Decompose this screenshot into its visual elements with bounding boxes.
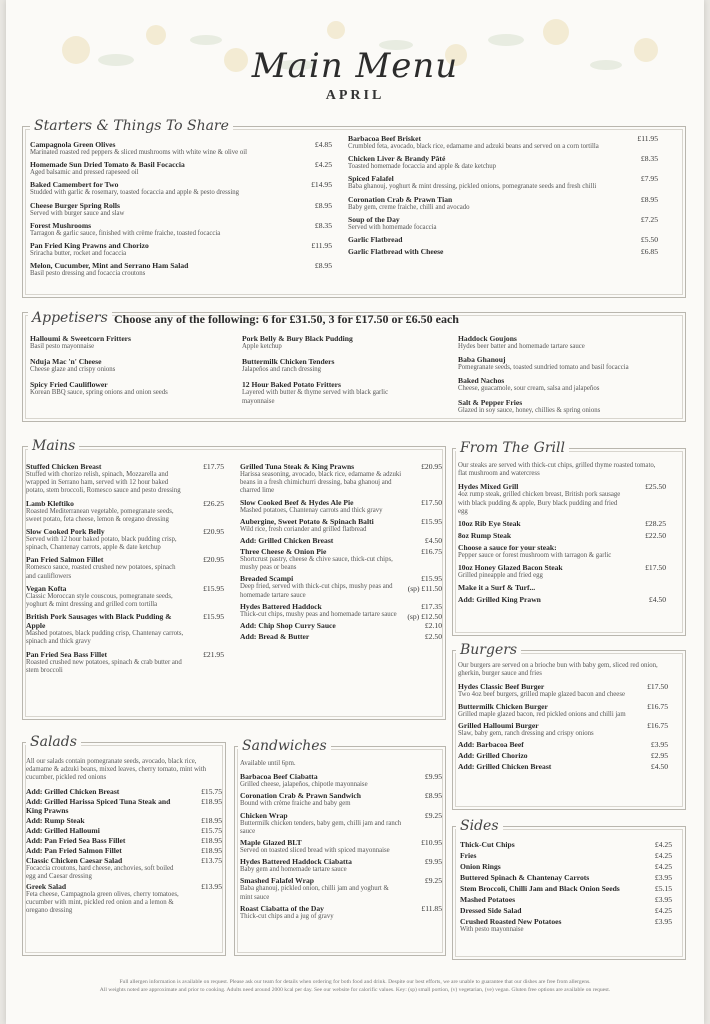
menu-item [240,547,442,572]
item-description: Served with burger sauce and slaw [30,209,125,217]
sides-title: Sides [456,818,503,834]
item-name: Salt & Pepper Fries [458,397,523,407]
item-name: 10oz Honey Glazed Bacon Steak [458,563,563,573]
item-description: Grilled maple glazed bacon, red pickled onions and chilli jam [458,710,626,718]
menu-item [348,154,658,171]
item-name: Add: Barbacoa Beef [458,740,524,750]
item-price: £3.95 [654,873,672,882]
item-price: £14.95 [311,180,332,190]
item-price: £4.50 [650,762,668,772]
item-name: Buttered Spinach & Chantenay Carrots [460,873,590,882]
item-description: Hydes beer batter and homemade tartare sauce [458,343,585,350]
item-price: £9.95 [424,857,442,867]
item-description: Stuffed with chorizo relish, spinach, Mozzarella and wrapped in Serrano ham, served with 12 hour baked potato, stem broccoli, Romesco sauce and pesto dressing [26,471,181,495]
item-description: Deep fried, served with thick-cut chips, mushy peas and homemade tartare sauce [240,583,393,599]
item-price: £20.95 [421,462,442,471]
item-price: £8.35 [314,220,332,230]
menu-item [458,355,680,372]
item-description: Romesco sauce, roasted crushed new potatoes, spinach and cauliflowers [26,564,176,580]
item-name: Add: Grilled Halloumi [26,825,100,835]
item-name: Baba Ghanouj [458,355,506,365]
menu-item [30,334,240,351]
menu-item [348,215,658,232]
item-price: £18.95 [201,845,222,855]
item-name: Slow Cooked Pork Belly [26,527,105,537]
item-name: Forest Mushrooms [30,220,92,230]
item-price: £2.95 [650,751,668,761]
item-name: Barbacoa Beef Brisket [348,134,421,143]
menu-item [242,380,452,405]
item-description: With pesto mayonnaise [460,926,524,933]
menu-item [348,134,658,151]
item-description: Apple ketchup [242,343,282,350]
item-name: Add: Bread & Butter [240,632,310,642]
page-title: Main Menu [251,46,459,86]
menu-item [458,751,668,760]
starters-left-column [30,140,332,281]
item-price: £5.15 [654,884,672,893]
item-name: Grilled Halloumi Burger [458,720,539,730]
item-name: Pan Fried Salmon Fillet [26,555,104,565]
section-intro: Our steaks are served with thick-cut chips, grilled thyme roasted tomato, flat mushroom and watercress [458,462,656,478]
sandwiches-column [240,760,442,923]
item-description: Classic Moroccan style couscous, pomegranate seeds, yoghurt & mint dressing and grilled corn tortilla [26,592,173,609]
menu-item [26,555,224,580]
item-description: Served on toasted sliced bread with spiced mayonnaise [240,847,390,855]
item-name: Onion Rings [460,862,501,871]
item-price: £13.75 [201,855,222,865]
item-name: Grilled Tuna Steak & King Prawns [240,462,355,471]
menu-item [240,621,442,630]
menu-item [458,702,668,719]
item-price: £13.95 [201,882,222,892]
item-price: £3.95 [654,895,672,904]
item-name: Campagnola Green Olives [30,140,116,149]
menu-item [26,584,224,609]
item-price: £9.25 [424,876,442,886]
item-description: Baba ghanouj, pickled onion, chilli jam and yoghurt & mint sauce [240,885,389,901]
item-name: Mashed Potatoes [460,895,516,904]
item-name: Coronation Crab & Prawn Sandwich [240,791,361,801]
item-name: Hydes Battered Haddock [240,601,322,611]
item-price: £20.95 [203,555,224,565]
item-description: Tarragon & garlic sauce, finished with crème fraiche, toasted focaccia [30,229,221,237]
menu-item [26,787,222,796]
item-price: £4.85 [314,140,332,149]
item-price: £15.95 [421,516,442,526]
item-price: £2.10 [424,621,442,631]
sandwiches-title: Sandwiches [238,738,331,754]
menu-item [30,180,332,197]
item-description: Harissa seasoning, avocado, black rice, edamame & adzuki beans in a fresh chimichurri dressing, baba ghanouj and charred lime [240,471,402,495]
item-price: £3.95 [654,917,672,926]
item-description: Aged balsamic and pressed rapeseed oil [30,169,139,177]
menu-item [240,857,442,874]
item-name: Soup of the Day [348,214,400,224]
item-price: £21.95 [203,649,224,659]
menu-item [348,247,658,256]
item-description: Served with homemade focaccia [348,223,437,231]
item-name: Add: Grilled Chorizo [458,751,528,761]
menu-item [458,334,680,351]
item-price: £17.50 [647,682,668,692]
item-price: £18.95 [201,835,222,845]
item-price: £17.75 [203,462,224,471]
item-price: £8.95 [640,194,658,204]
item-description: Glazed in soy sauce, honey, chillies & spring onions [458,406,601,414]
menu-item [460,851,672,860]
item-name: Pan Fried Sea Bass Fillet [26,649,107,659]
item-description: Marinated roasted red peppers & sliced mushrooms with white wine & olive oil [30,149,248,156]
item-price: £4.25 [654,840,672,849]
appetisers-offer: Choose any of the following: 6 for £31.50, 3 for £17.50 or £6.50 each [114,312,459,326]
item-name: Cheese Burger Spring Rolls [30,200,120,210]
menu-item [240,811,442,836]
item-name: Barbacoa Beef Ciabatta [240,772,318,782]
item-description: Slaw, baby gem, ranch dressing and crispy onions [458,729,594,737]
item-name: Make it a Surf & Turf... [458,583,536,593]
burgers-title: Burgers [456,642,521,658]
menu-item [458,740,668,749]
item-price: £15.95 [421,574,442,584]
item-name: Thick-Cut Chips [460,840,515,849]
mains-title: Mains [28,438,79,454]
item-name: Fries [460,851,477,860]
item-name: Baked Nachos [458,376,505,386]
section-intro: Available until 6pm. [240,760,296,767]
menu-item [30,221,332,238]
section-intro: All our salads contain pomegranate seeds, avocado, black rice, edamame & adzuki beans, mixed leaves, cherry tomato, mint with cucumber, pickled red onions [26,758,207,782]
menu-item [458,682,668,699]
item-name: Smashed Falafel Wrap [240,876,314,886]
menu-item [240,772,442,789]
menu-item [460,917,672,934]
item-name: Add: Grilled King Prawn [458,595,541,605]
item-price: £16.75 [421,547,442,557]
grill-title: From The Grill [456,440,569,456]
item-price: £16.75 [647,720,668,730]
menu-item [458,563,666,580]
item-description: Feta cheese, Campagnola green olives, cherry tomatoes, cucumber with mint, pickled red onion and a lemon & oregano dressing [26,891,179,915]
salads-title: Salads [26,734,81,750]
item-price: £10.95 [421,838,442,848]
appetisers-column-1 [30,334,240,404]
starters-right-column [348,134,658,259]
mains-left-column [26,462,224,678]
item-name: Coronation Crab & Prawn Tian [348,194,453,204]
item-name: 8oz Rump Steak [458,531,512,541]
menu-item [458,583,666,592]
item-price: £15.95 [203,583,224,593]
item-price: £8.35 [640,154,658,164]
menu-item [240,791,442,808]
menu-item [30,357,240,374]
menu-item [26,882,222,916]
item-description: Two 4oz beef burgers, grilled maple glazed bacon and cheese [458,691,625,699]
item-price: £15.95 [203,612,224,622]
mains-right-column [240,462,442,643]
item-name: Spiced Falafel [348,174,394,184]
menu-item [240,602,442,619]
item-name: Choose a sauce for your steak: [458,543,557,553]
item-price: £17.50 [421,497,442,507]
item-description: Pomegranate seeds, toasted sundried tomato and basil focaccia [458,364,629,372]
item-name: Garlic Flatbread with Cheese [348,247,444,257]
item-price: £8.95 [314,261,332,271]
menu-item [240,517,442,534]
menu-item [26,612,224,646]
menu-item [26,527,224,552]
grill-column [458,462,666,607]
menu-item [240,632,442,641]
menu-item [460,840,672,849]
item-description: Crumbled feta, avocado, black rice, edamame and adzuki beans and served on a corn tortilla [348,143,599,150]
item-description: Sriracha butter, rocket and focaccia [30,250,127,258]
item-price: £15.75 [201,786,222,796]
appetisers-column-2 [242,334,452,412]
item-description: Thick-cut chips and a jug of gravy [240,912,334,920]
item-small-portion-price: (sp) £11.50 [407,584,442,594]
section-intro: Our burgers are served on a brioche bun with baby gem, sliced red onion, gherkin, burger sauce and fries [458,662,658,678]
sides-column [460,840,672,936]
item-name: Halloumi & Sweetcorn Fritters [30,334,132,343]
item-name: Add: Grilled Harissa Spiced Tuna Steak and King Prawns [26,796,171,815]
item-name: Garlic Flatbread [348,235,403,245]
menu-item [26,797,222,815]
item-price: £15.75 [201,825,222,835]
item-name: Pork Belly & Bury Black Pudding [242,334,353,343]
item-name: Haddock Goujons [458,334,517,343]
item-price: £18.95 [201,796,222,806]
item-description: Pepper sauce or forest mushroom with tarragon & garlic [458,552,612,560]
item-description: Basil pesto mayonnaise [30,343,95,350]
menu-item [458,721,668,738]
menu-item [26,650,224,675]
item-price: £28.25 [645,519,666,529]
menu-item [460,862,672,871]
item-name: Chicken Liver & Brandy Pâté [348,154,446,164]
item-name: Add: Chip Shop Curry Sauce [240,621,336,631]
footer-line-2: All weights noted are approximate and prior to cooking. Adults need around 2000 kcal per day. See our website for calorific values. Key: (sp) small portion, (v) vegetarian, (ve) vegan. Gluten free options are available on request. [99,987,611,993]
starters-title: Starters & Things To Share [30,118,233,134]
item-price: £20.95 [203,527,224,537]
item-price: £7.25 [640,214,658,224]
item-price: £22.50 [645,531,666,541]
salads-column [26,758,222,917]
item-price: £18.95 [201,815,222,825]
menu-item [30,201,332,218]
menu-item [26,836,222,845]
menu-item [26,816,222,825]
item-price: £3.95 [650,740,668,750]
item-name: Add: Grilled Chicken Breast [240,536,334,546]
item-price: £11.95 [311,241,332,251]
item-price: £4.50 [648,595,666,605]
item-name: Stuffed Chicken Breast [26,462,102,471]
item-price: £4.25 [314,160,332,170]
menu-item [458,519,666,528]
item-description: Baby gem and homemade tartare sauce [240,866,347,874]
menu-item [460,895,672,904]
menu-item [240,876,442,901]
item-name: Add: Rump Steak [26,815,85,825]
item-price: £8.95 [424,791,442,801]
item-description: Roasted crushed new potatoes, spinach & crab butter and stem broccoli [26,658,182,674]
item-description: Cheese glaze and crispy onions [30,366,116,374]
item-name: Vegan Kofta [26,583,67,593]
item-name: Stem Broccoli, Chilli Jam and Black Onion Seeds [460,884,620,893]
item-price: £9.95 [424,772,442,782]
item-price: £17.50 [645,563,666,573]
appetisers-title: Appetisers [28,310,112,326]
item-description: Focaccia croutons, hard cheese, anchovies, soft boiled egg and Caesar dressing [26,864,174,880]
item-description: Mashed potatoes, black pudding crisp, Chantenay carrots, spinach and thick gravy [26,630,184,646]
menu-item [240,838,442,855]
item-description: 4oz rump steak, grilled chicken breast, British pork sausage with black pudding & apple, Bury black pudding and fried egg [458,491,621,515]
item-description: Shortcrust pastry, cheese & chive sauce, thick-cut chips, mushy peas or beans [240,556,393,572]
item-description: Roasted Mediterranean vegetable, pomegranate seeds, sweet potato, feta cheese, lemon & oregano dressing [26,507,174,523]
item-price: £26.25 [203,498,224,508]
menu-item [240,462,442,496]
menu-item [240,574,442,599]
menu-item [240,904,442,921]
menu-item [348,195,658,212]
item-price: £9.25 [424,810,442,820]
item-name: Nduja Mac 'n' Cheese [30,357,102,367]
menu-item [458,531,666,540]
item-name: Chicken Wrap [240,810,288,820]
menu-item [458,482,666,516]
item-name: Three Cheese & Onion Pie [240,547,327,557]
item-name: Add: Grilled Chicken Breast [26,786,120,796]
menu-item [458,398,680,415]
menu-item [240,498,442,515]
menu-item [242,357,452,374]
item-name: Roast Ciabatta of the Day [240,903,324,913]
item-description: Studded with garlic & rosemary, toasted focaccia and apple & pesto dressing [30,189,240,197]
menu-item [30,261,332,278]
menu-item [458,376,680,393]
item-name: Melon, Cucumber, Mint and Serrano Ham Salad [30,261,189,271]
item-name: Buttermilk Chicken Tenders [242,357,335,367]
item-description: Bound with crème fraiche and baby gem [240,800,351,808]
item-description: Baby gem, creme fraiche, chilli and avocado [348,203,470,211]
item-name: Pan Fried King Prawns and Chorizo [30,241,149,251]
menu-item [460,873,672,882]
item-name: Slow Cooked Beef & Hydes Ale Pie [240,497,354,507]
item-price: £25.50 [645,482,666,492]
item-price: £5.50 [640,235,658,245]
item-price: £4.25 [654,906,672,915]
item-name: 10oz Rib Eye Steak [458,519,521,529]
menu-item [26,846,222,855]
item-description: Wild rice, fresh coriander and grilled flatbread [240,525,367,533]
item-name: Maple Glazed BLT [240,838,302,848]
burgers-column [458,662,668,773]
item-name: 12 Hour Baked Potato Fritters [242,380,341,390]
item-name: Baked Camembert for Two [30,180,119,190]
item-name: Add: Pan Fried Salmon Fillet [26,845,122,855]
item-price: £4.25 [654,862,672,871]
item-description: Grilled pineapple and fried egg [458,572,543,580]
menu-item [460,884,672,893]
item-description: Korean BBQ sauce, spring onions and onion seeds [30,389,168,397]
item-description: Buttermilk chicken tenders, baby gem, chilli jam and ranch sauce [240,819,402,835]
menu-item [26,826,222,835]
item-price: £11.95 [637,134,658,143]
item-name: Classic Chicken Caesar Salad [26,855,123,865]
item-price: £8.95 [314,200,332,210]
menu-item [30,380,240,397]
item-description: Mashed potatoes, Chantenay carrots and thick gravy [240,506,383,514]
menu-item [460,906,672,915]
item-name: Greek Salad [26,882,67,892]
menu-item [26,856,222,881]
item-description: Toasted homemade focaccia and apple & date ketchup [348,163,497,171]
allergen-footer [20,978,690,994]
menu-item [30,140,332,157]
menu-item [348,174,658,191]
item-price: £4.25 [654,851,672,860]
item-name: Add: Pan Fried Sea Bass Fillet [26,835,126,845]
item-name: Buttermilk Chicken Burger [458,701,548,711]
menu-item [26,499,224,524]
appetisers-column-3 [458,334,680,419]
item-name: Hydes Battered Haddock Ciabatta [240,857,352,867]
item-name: Hydes Mixed Grill [458,482,519,492]
item-price: £7.95 [640,174,658,184]
menu-item [30,160,332,177]
item-name: Aubergine, Sweet Potato & Spinach Balti [240,516,374,526]
menu-month: APRIL [325,88,385,103]
item-description: Jalapeños and ranch dressing [242,366,322,374]
footer-line-1: Full allergen information is available on request. Please ask our team for details when ordering for both food and drink. Despite our best efforts, we are unable to guarantee that our dishes are free from allergens. [119,979,591,985]
item-description: Baba ghanouj, yoghurt & mint dressing, pickled onions, pomegranate seeds and fresh chilli [348,183,597,191]
menu-item [30,241,332,258]
item-price: £17.35 [421,601,442,611]
menu-item [242,334,452,351]
item-name: Breaded Scampi [240,574,294,584]
item-name: Homemade Sun Dried Tomato & Basil Focaccia [30,160,185,170]
item-small-portion-price: (sp) £12.50 [407,611,442,621]
item-name: Add: Grilled Chicken Breast [458,762,552,772]
menu-item [458,762,668,771]
item-price: £11.85 [421,903,442,913]
item-description: Basil pesto dressing and focaccia croutons [30,270,146,278]
item-name: Dressed Side Salad [460,906,522,915]
item-description: Grilled cheese, jalapeños, chipotle mayonnaise [240,781,368,789]
menu-item [458,543,666,560]
menu-item [348,235,658,244]
item-name: Lamb Kleftiko [26,498,74,508]
item-name: Hydes Classic Beef Burger [458,682,545,692]
menu-item [458,595,666,604]
item-description: Served with 12 hour baked potato, black pudding crisp, spinach, Chantenay carrots, apple & date ketchup [26,536,177,552]
item-price: £6.85 [640,247,658,257]
item-name: British Pork Sausages with Black Pudding & Apple [26,612,172,631]
item-description: Layered with butter & thyme served with black garlic mayonnaise [242,389,389,405]
menu-item [240,536,442,545]
item-description: Cheese, guacamole, sour cream, salsa and jalapeños [458,385,600,393]
item-description: Thick-cut chips, mushy peas and homemade tartare sauce [240,610,397,618]
item-price: £2.50 [424,632,442,642]
item-price: £16.75 [647,701,668,711]
item-name: Spicy Fried Cauliflower [30,380,108,390]
menu-item [26,462,224,496]
item-name: Crushed Roasted New Potatoes [460,917,562,926]
item-price: £4.50 [424,536,442,546]
